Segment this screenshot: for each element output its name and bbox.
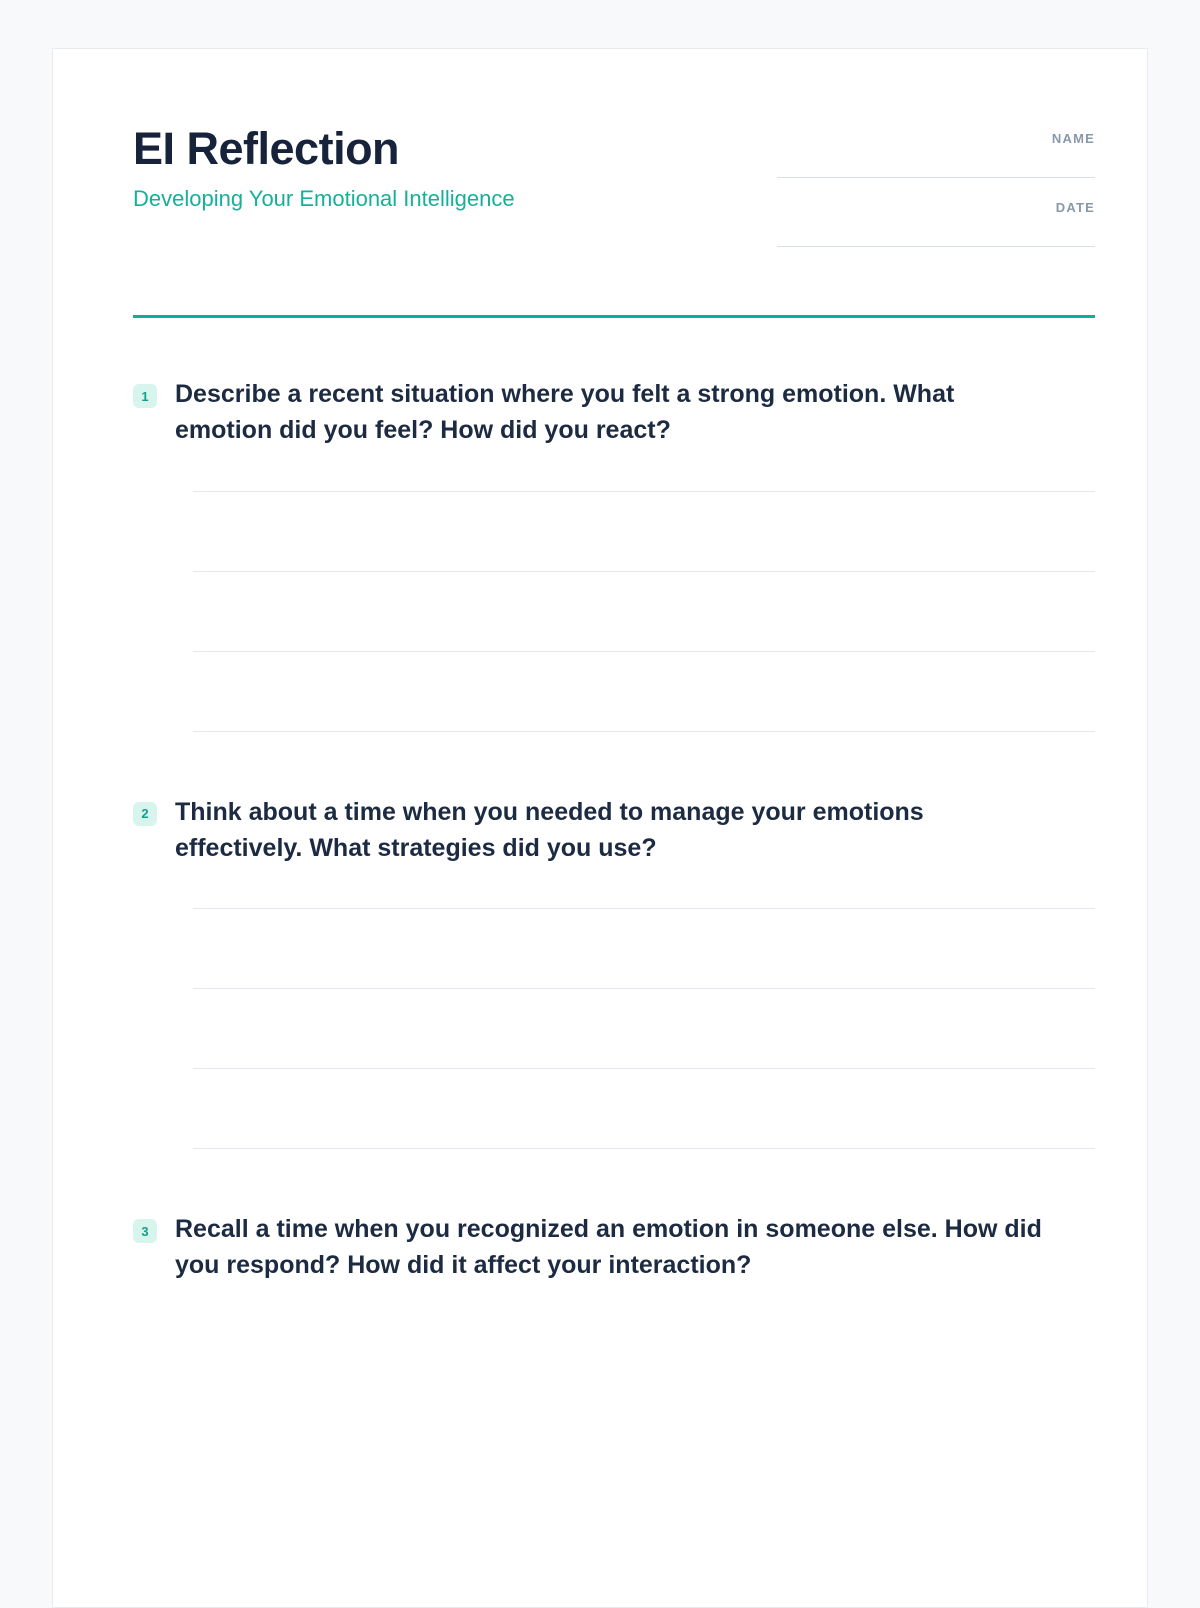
answer-line[interactable] [193, 651, 1095, 652]
worksheet-header [133, 121, 1095, 269]
answer-area[interactable] [193, 908, 1095, 1149]
header-divider [133, 315, 1095, 318]
question-header [133, 794, 1095, 867]
answer-area[interactable] [193, 491, 1095, 732]
name-input-line[interactable] [777, 176, 1095, 178]
name-label: NAME [1051, 131, 1095, 146]
answer-line[interactable] [193, 1148, 1095, 1149]
question-header [133, 376, 1095, 449]
question-number-badge: 3 [133, 1219, 157, 1243]
page-title: EI Reflection [133, 123, 400, 174]
question-number-badge: 2 [133, 802, 157, 826]
date-label: DATE [1055, 200, 1095, 215]
answer-line[interactable] [193, 491, 1095, 492]
meta-block [777, 121, 1095, 269]
date-input-line[interactable] [777, 245, 1095, 247]
name-field-group [777, 131, 1095, 178]
question-number-badge: 1 [133, 384, 157, 408]
question-text: Recall a time when you recognized an emotion in someone else. How did you respond? How did it affect your interaction? [175, 1215, 1042, 1280]
date-field-group [777, 200, 1095, 247]
page-subtitle: Developing Your Emotional Intelligence [133, 186, 515, 212]
answer-line[interactable] [193, 571, 1095, 572]
answer-line[interactable] [193, 908, 1095, 909]
question-text: Think about a time when you needed to manage your emotions effectively. What strategies did you use? [175, 797, 924, 862]
title-block [133, 121, 515, 213]
answer-line[interactable] [193, 988, 1095, 989]
answer-line[interactable] [193, 1068, 1095, 1069]
question-item [133, 376, 1095, 732]
questions-list [133, 376, 1095, 1284]
question-item [133, 794, 1095, 1150]
worksheet-page [52, 48, 1148, 1608]
question-text: Describe a recent situation where you felt a strong emotion. What emotion did you feel? How did you react? [175, 380, 955, 445]
question-item [133, 1211, 1095, 1284]
answer-line[interactable] [193, 731, 1095, 732]
question-header [133, 1211, 1095, 1284]
